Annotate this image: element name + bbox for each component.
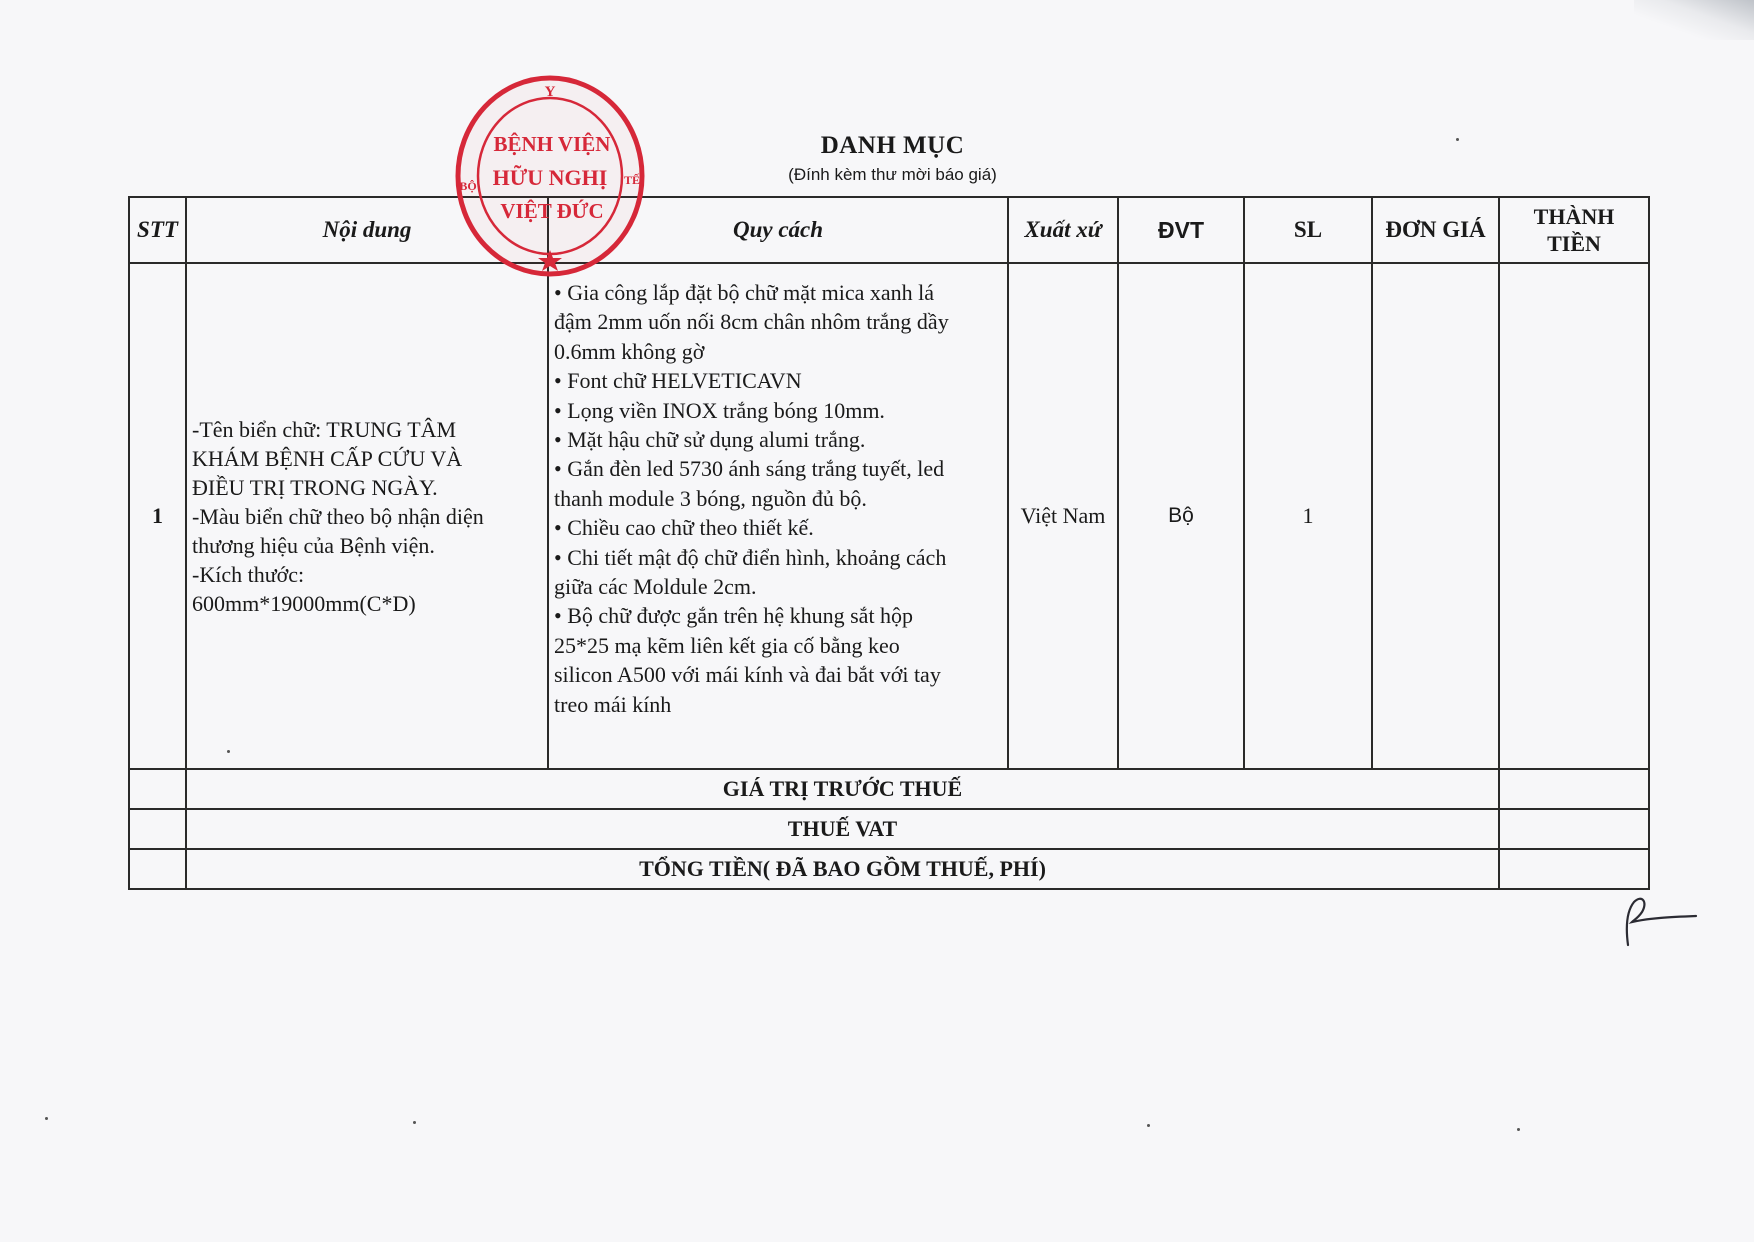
noi-dung-line: -Màu biển chữ theo bộ nhận diện — [192, 503, 484, 529]
cell-xuat-xu: Việt Nam — [1008, 263, 1118, 769]
cell-quy-cach — [548, 263, 1008, 769]
noi-dung-line: -Tên biển chữ: TRUNG TÂM — [192, 416, 457, 442]
summary-total-value — [1499, 849, 1649, 889]
scan-speck — [1517, 1128, 1520, 1131]
header-quy-cach: Quy cách — [548, 197, 1008, 263]
header-xuat-xu: Xuất xứ — [1008, 197, 1118, 263]
cell-sl: 1 — [1244, 263, 1372, 769]
cell-noi-dung — [186, 263, 548, 769]
header-thanh-tien-line2: TIỀN — [1547, 231, 1601, 256]
summary-vat-value — [1499, 809, 1649, 849]
quy-cach-line: • Gắn đèn led 5730 ánh sáng trắng tuyết, led — [554, 456, 945, 482]
stamp-ring-text-right: TẾ — [623, 173, 641, 187]
handwritten-initial — [1620, 890, 1700, 950]
quy-cach-line: 25*25 mạ kẽm liên kết gia cố bằng keo — [554, 632, 900, 658]
noi-dung-line: thương hiệu của Bệnh viện. — [192, 532, 435, 558]
header-thanh-tien-line1: THÀNH — [1533, 204, 1615, 229]
header-thanh-tien — [1499, 197, 1649, 263]
scan-speck — [1147, 1124, 1150, 1127]
quy-cach-line: đậm 2mm uốn nối 8cm chân nhôm trắng dầy — [554, 309, 949, 335]
document-subtitle: (Đính kèm thư mời báo giá) — [788, 165, 997, 184]
stamp-graphic — [452, 72, 648, 280]
summary-empty-cell — [129, 809, 186, 849]
summary-row-before-tax — [129, 769, 1649, 809]
quy-cach-line: silicon A500 với mái kính và đai bắt với tay — [554, 662, 941, 688]
header-sl: SL — [1244, 197, 1372, 263]
summary-total-label: TỔNG TIỀN( ĐÃ BAO GỒM THUẾ, PHÍ) — [186, 849, 1499, 889]
header-don-gia: ĐƠN GIÁ — [1372, 197, 1499, 263]
header-noi-dung: Nội dung — [186, 197, 548, 263]
cell-stt: 1 — [129, 263, 186, 769]
stamp-line-3: VIỆT ĐỨC — [500, 199, 604, 223]
summary-empty-cell — [129, 849, 186, 889]
document-title: DANH MỤC — [820, 132, 965, 159]
quy-cach-line: • Gia công lắp đặt bộ chữ mặt mica xanh lá — [554, 280, 935, 305]
signature-mark-icon — [1620, 890, 1700, 950]
quy-cach-line: giữa các Moldule 2cm. — [554, 574, 757, 600]
noi-dung-line: 600mm*19000mm(C*D) — [192, 590, 416, 616]
quy-cach-line: • Font chữ HELVETICAVN — [554, 368, 802, 394]
quy-cach-line: 0.6mm không gờ — [554, 338, 705, 364]
quy-cach-line: treo mái kính — [554, 691, 672, 717]
quy-cach-line: • Mặt hậu chữ sử dụng alumi trắng. — [554, 427, 866, 453]
noi-dung-line: KHÁM BỆNH CẤP CỨU VÀ — [192, 445, 463, 471]
quotation-table — [128, 196, 1650, 890]
summary-before-tax-value — [1499, 769, 1649, 809]
scan-speck — [413, 1121, 416, 1124]
summary-row-total — [129, 849, 1649, 889]
summary-empty-cell — [129, 769, 186, 809]
noi-dung-line: ĐIỀU TRỊ TRONG NGÀY. — [192, 474, 438, 500]
cell-thanh-tien — [1499, 263, 1649, 769]
stamp-line-1: BỆNH VIỆN — [493, 132, 611, 156]
table-row — [129, 263, 1649, 769]
summary-vat-label: THUẾ VAT — [186, 809, 1499, 849]
stamp-ring-text-left: BỘ — [459, 179, 477, 193]
scan-speck — [45, 1117, 48, 1120]
scan-speck — [1456, 138, 1459, 141]
quy-cach-line: • Chiều cao chữ theo thiết kế. — [554, 515, 814, 541]
stamp-line-2: HỮU NGHỊ — [492, 165, 608, 190]
summary-before-tax-label: GIÁ TRỊ TRƯỚC THUẾ — [186, 769, 1499, 809]
hospital-stamp — [452, 72, 648, 280]
stamp-ring-text-top: Y — [544, 84, 556, 100]
page-corner-fold — [1634, 0, 1754, 40]
header-dvt: ĐVT — [1118, 197, 1244, 263]
quy-cach-line: • Chi tiết mật độ chữ điển hình, khoảng cách — [554, 544, 947, 570]
quy-cach-line: thanh module 3 bóng, nguồn đủ bộ. — [554, 485, 867, 511]
header-stt: STT — [129, 197, 186, 263]
quy-cach-line: • Bộ chữ được gắn trên hệ khung sắt hộp — [554, 603, 914, 629]
cell-dvt: Bộ — [1118, 263, 1244, 769]
summary-row-vat — [129, 809, 1649, 849]
table-header-row — [129, 197, 1649, 263]
scan-speck — [227, 750, 230, 753]
noi-dung-line: -Kích thước: — [192, 561, 305, 587]
quy-cach-line: • Lọng viền INOX trắng bóng 10mm. — [554, 397, 885, 423]
cell-don-gia — [1372, 263, 1499, 769]
